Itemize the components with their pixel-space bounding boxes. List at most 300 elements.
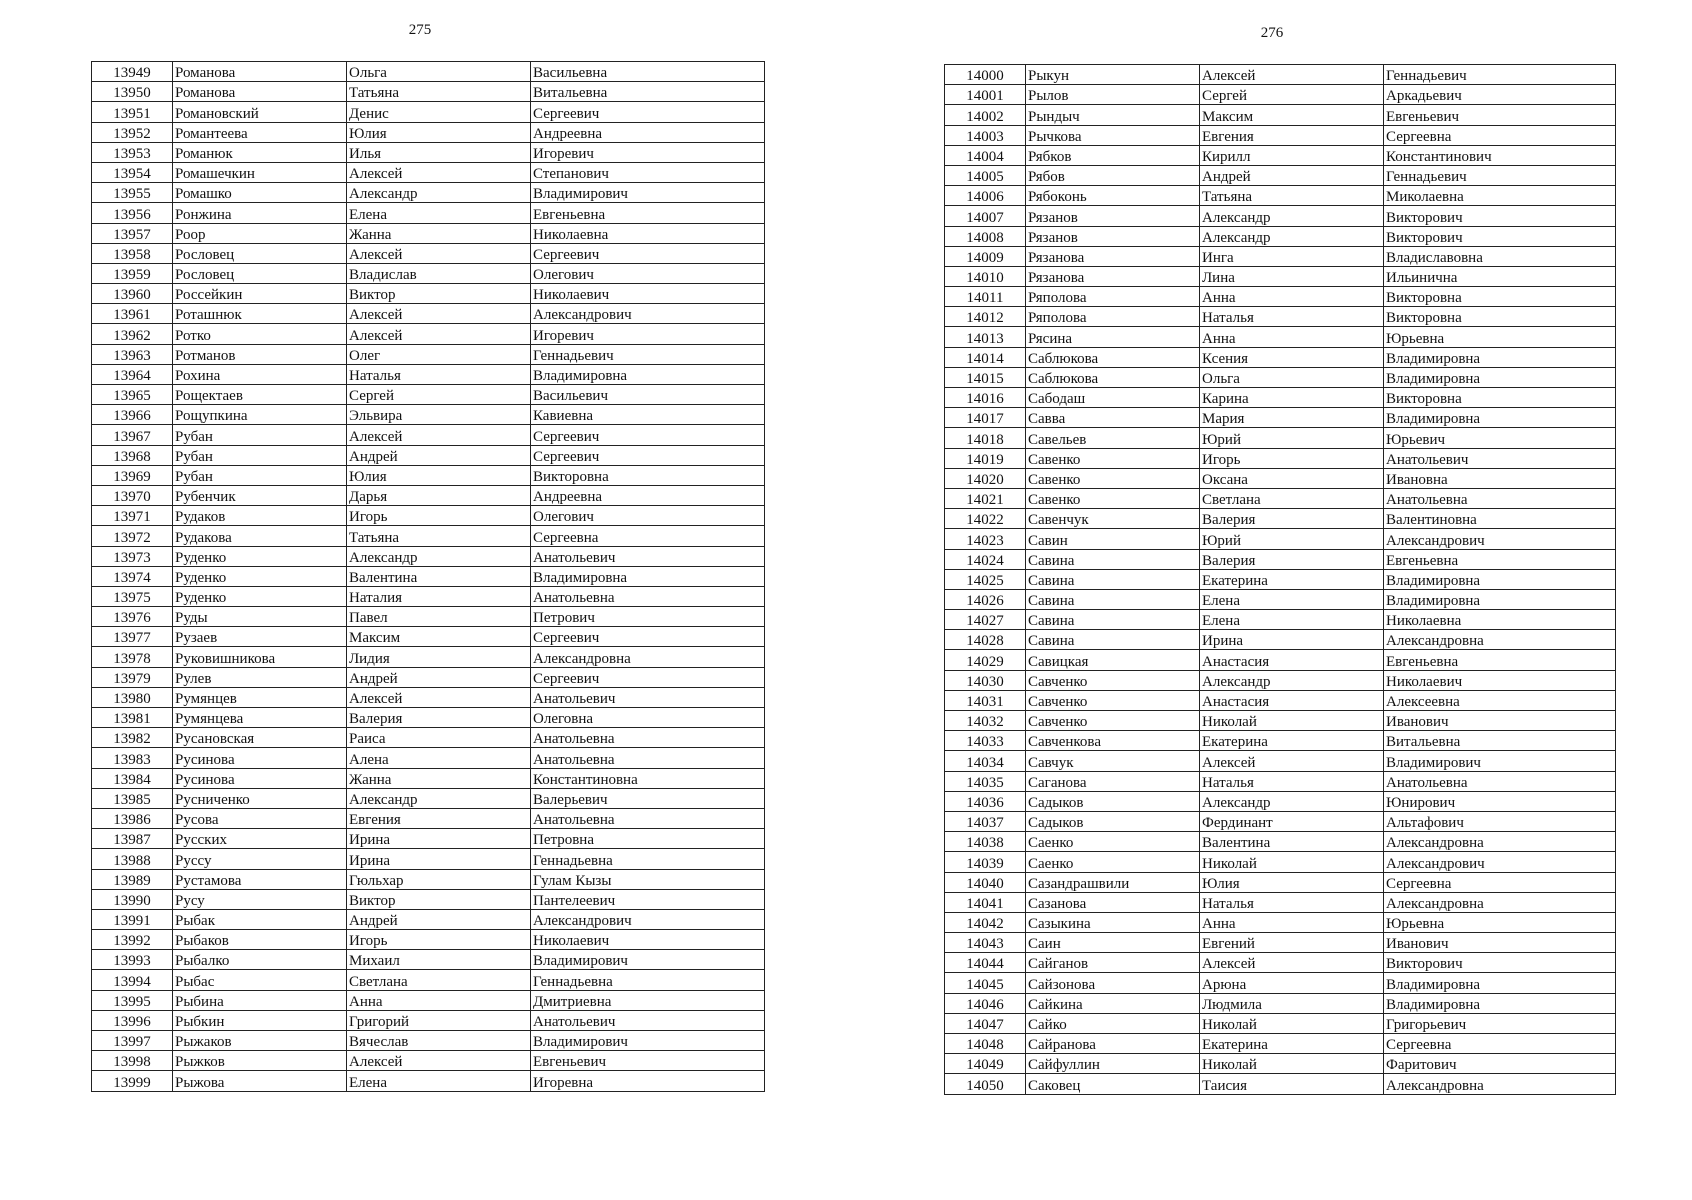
last-name-cell: Сазыкина [1026, 912, 1200, 932]
table-row [92, 183, 765, 203]
record-number-cell: 13959 [92, 263, 173, 283]
table-row [92, 1071, 765, 1091]
first-name-cell: Алексей [347, 687, 531, 707]
last-name-cell: Ротманов [173, 344, 347, 364]
last-name-cell: Саковец [1026, 1074, 1200, 1094]
last-name-cell: Романова [173, 62, 347, 82]
table-row [92, 1051, 765, 1071]
table-row [945, 388, 1616, 408]
record-number-cell: 13992 [92, 930, 173, 950]
record-number-cell: 14011 [945, 287, 1026, 307]
record-number-cell: 13966 [92, 405, 173, 425]
patronymic-cell: Сергеевич [531, 627, 765, 647]
record-number-cell: 14005 [945, 165, 1026, 185]
patronymic-cell: Сергеевич [531, 243, 765, 263]
patronymic-cell: Константинович [1384, 145, 1616, 165]
table-row [945, 488, 1616, 508]
first-name-cell: Николай [1200, 1013, 1384, 1033]
table-row [945, 327, 1616, 347]
patronymic-cell: Юрьевна [1384, 912, 1616, 932]
table-row [945, 125, 1616, 145]
last-name-cell: Сайранова [1026, 1034, 1200, 1054]
last-name-cell: Рубан [173, 425, 347, 445]
patronymic-cell: Евгеньевич [1384, 105, 1616, 125]
first-name-cell: Павел [347, 607, 531, 627]
first-name-cell: Андрей [347, 667, 531, 687]
patronymic-cell: Владимирович [531, 183, 765, 203]
last-name-cell: Сабодаш [1026, 388, 1200, 408]
first-name-cell: Фердинант [1200, 811, 1384, 831]
record-number-cell: 14028 [945, 630, 1026, 650]
last-name-cell: Рыжаков [173, 1031, 347, 1051]
table-row [945, 569, 1616, 589]
record-number-cell: 13986 [92, 808, 173, 828]
first-name-cell: Юлия [1200, 872, 1384, 892]
last-name-cell: Рубан [173, 465, 347, 485]
table-row [945, 206, 1616, 226]
record-number-cell: 13974 [92, 566, 173, 586]
last-name-cell: Савельев [1026, 428, 1200, 448]
table-row [92, 82, 765, 102]
table-row [92, 385, 765, 405]
first-name-cell: Александр [1200, 670, 1384, 690]
table-row [92, 788, 765, 808]
patronymic-cell: Сергеевна [531, 526, 765, 546]
table-row [945, 670, 1616, 690]
first-name-cell: Оксана [1200, 468, 1384, 488]
record-number-cell: 14047 [945, 1013, 1026, 1033]
record-number-cell: 14006 [945, 186, 1026, 206]
patronymic-cell: Кавиевна [531, 405, 765, 425]
first-name-cell: Александр [347, 183, 531, 203]
patronymic-cell: Валентиновна [1384, 509, 1616, 529]
first-name-cell: Николай [1200, 1054, 1384, 1074]
last-name-cell: Руденко [173, 586, 347, 606]
patronymic-cell: Иванович [1384, 711, 1616, 731]
last-name-cell: Рябоконь [1026, 186, 1200, 206]
patronymic-cell: Анатольевич [531, 1010, 765, 1030]
record-number-cell: 13981 [92, 708, 173, 728]
first-name-cell: Таисия [1200, 1074, 1384, 1094]
record-number-cell: 13985 [92, 788, 173, 808]
table-row [92, 263, 765, 283]
patronymic-cell: Владимировна [531, 566, 765, 586]
record-number-cell: 14049 [945, 1054, 1026, 1074]
record-number-cell: 13961 [92, 304, 173, 324]
first-name-cell: Жанна [347, 223, 531, 243]
table-row [945, 266, 1616, 286]
record-number-cell: 14002 [945, 105, 1026, 125]
table-row [945, 347, 1616, 367]
first-name-cell: Александр [1200, 791, 1384, 811]
patronymic-cell: Анатольевна [531, 808, 765, 828]
first-name-cell: Алексей [1200, 65, 1384, 85]
last-name-cell: Русова [173, 808, 347, 828]
first-name-cell: Ирина [347, 849, 531, 869]
table-row [92, 142, 765, 162]
first-name-cell: Николай [1200, 852, 1384, 872]
table-row [945, 630, 1616, 650]
first-name-cell: Мария [1200, 408, 1384, 428]
first-name-cell: Виктор [347, 284, 531, 304]
first-name-cell: Валерия [1200, 509, 1384, 529]
last-name-cell: Саблюкова [1026, 367, 1200, 387]
record-number-cell: 14043 [945, 933, 1026, 953]
last-name-cell: Русановская [173, 728, 347, 748]
patronymic-cell: Олегович [531, 263, 765, 283]
patronymic-cell: Анатольевна [531, 586, 765, 606]
patronymic-cell: Александрович [1384, 529, 1616, 549]
record-number-cell: 13955 [92, 183, 173, 203]
last-name-cell: Рословец [173, 243, 347, 263]
record-number-cell: 14023 [945, 529, 1026, 549]
table-row [92, 162, 765, 182]
first-name-cell: Александр [347, 788, 531, 808]
first-name-cell: Алексей [1200, 953, 1384, 973]
patronymic-cell: Николаевич [531, 930, 765, 950]
record-number-cell: 14041 [945, 892, 1026, 912]
patronymic-cell: Викторович [1384, 226, 1616, 246]
record-number-cell: 13970 [92, 485, 173, 505]
first-name-cell: Алексей [347, 1051, 531, 1071]
last-name-cell: Саенко [1026, 832, 1200, 852]
table-row [92, 203, 765, 223]
last-name-cell: Сайко [1026, 1013, 1200, 1033]
first-name-cell: Светлана [347, 970, 531, 990]
last-name-cell: Романтеева [173, 122, 347, 142]
table-row [92, 364, 765, 384]
table-row [945, 650, 1616, 670]
table-row [92, 223, 765, 243]
table-row [945, 105, 1616, 125]
last-name-cell: Ромашко [173, 183, 347, 203]
first-name-cell: Наталия [347, 586, 531, 606]
first-name-cell: Сергей [1200, 85, 1384, 105]
table-row [945, 872, 1616, 892]
patronymic-cell: Геннадьевич [1384, 65, 1616, 85]
last-name-cell: Савченко [1026, 690, 1200, 710]
first-name-cell: Игорь [347, 930, 531, 950]
patronymic-cell: Викторович [1384, 953, 1616, 973]
first-name-cell: Алексей [347, 425, 531, 445]
last-name-cell: Руденко [173, 546, 347, 566]
record-number-cell: 13949 [92, 62, 173, 82]
last-name-cell: Сайкина [1026, 993, 1200, 1013]
patronymic-cell: Андреевна [531, 122, 765, 142]
table-row [92, 243, 765, 263]
patronymic-cell: Анатольевна [531, 748, 765, 768]
record-number-cell: 13962 [92, 324, 173, 344]
table-row [92, 687, 765, 707]
patronymic-cell: Владимировна [531, 364, 765, 384]
last-name-cell: Русинова [173, 748, 347, 768]
last-name-cell: Рыкун [1026, 65, 1200, 85]
table-row [92, 445, 765, 465]
record-number-cell: 13987 [92, 829, 173, 849]
last-name-cell: Савин [1026, 529, 1200, 549]
patronymic-cell: Анатольевич [531, 546, 765, 566]
patronymic-cell: Владимировна [1384, 973, 1616, 993]
record-number-cell: 13963 [92, 344, 173, 364]
patronymic-cell: Васильевич [531, 385, 765, 405]
record-number-cell: 14045 [945, 973, 1026, 993]
table-row [945, 448, 1616, 468]
record-number-cell: 14034 [945, 751, 1026, 771]
patronymic-cell: Олегович [531, 506, 765, 526]
last-name-cell: Ротко [173, 324, 347, 344]
first-name-cell: Валентина [347, 566, 531, 586]
table-row [92, 526, 765, 546]
first-name-cell: Анна [1200, 912, 1384, 932]
last-name-cell: Рязанова [1026, 246, 1200, 266]
table-row [92, 627, 765, 647]
first-name-cell: Максим [1200, 105, 1384, 125]
record-number-cell: 14038 [945, 832, 1026, 852]
first-name-cell: Максим [347, 627, 531, 647]
patronymic-cell: Александровна [1384, 832, 1616, 852]
first-name-cell: Анастасия [1200, 650, 1384, 670]
record-number-cell: 13953 [92, 142, 173, 162]
table-row [945, 751, 1616, 771]
patronymic-cell: Евгеньевич [531, 1051, 765, 1071]
first-name-cell: Алексей [347, 304, 531, 324]
last-name-cell: Русниченко [173, 788, 347, 808]
record-number-cell: 14008 [945, 226, 1026, 246]
last-name-cell: Рыбкин [173, 1010, 347, 1030]
patronymic-cell: Евгеньевна [1384, 549, 1616, 569]
patronymic-cell: Сергеевич [531, 425, 765, 445]
last-name-cell: Савина [1026, 549, 1200, 569]
patronymic-cell: Александрович [531, 909, 765, 929]
patronymic-cell: Анатольевич [531, 687, 765, 707]
first-name-cell: Наталья [347, 364, 531, 384]
table-row [92, 506, 765, 526]
table-row [945, 731, 1616, 751]
table-row [945, 226, 1616, 246]
table-row [92, 1010, 765, 1030]
last-name-cell: Сайфуллин [1026, 1054, 1200, 1074]
table-row [92, 324, 765, 344]
first-name-cell: Игорь [347, 506, 531, 526]
table-row [92, 405, 765, 425]
first-name-cell: Елена [1200, 610, 1384, 630]
last-name-cell: Савенчук [1026, 509, 1200, 529]
patronymic-cell: Владиславовна [1384, 246, 1616, 266]
first-name-cell: Денис [347, 102, 531, 122]
first-name-cell: Андрей [1200, 165, 1384, 185]
record-number-cell: 14040 [945, 872, 1026, 892]
table-row [945, 933, 1616, 953]
first-name-cell: Дарья [347, 485, 531, 505]
patronymic-cell: Владимирович [531, 950, 765, 970]
last-name-cell: Ряполова [1026, 307, 1200, 327]
table-row [92, 970, 765, 990]
table-row [945, 892, 1616, 912]
last-name-cell: Савина [1026, 630, 1200, 650]
table-row [92, 909, 765, 929]
last-name-cell: Русу [173, 889, 347, 909]
last-name-cell: Савченко [1026, 670, 1200, 690]
last-name-cell: Рязанов [1026, 206, 1200, 226]
record-number-cell: 13975 [92, 586, 173, 606]
last-name-cell: Сазандрашвили [1026, 872, 1200, 892]
first-name-cell: Игорь [1200, 448, 1384, 468]
first-name-cell: Валерия [1200, 549, 1384, 569]
first-name-cell: Анастасия [1200, 690, 1384, 710]
first-name-cell: Юлия [347, 465, 531, 485]
patronymic-cell: Сергеевич [531, 445, 765, 465]
table-row [945, 690, 1616, 710]
first-name-cell: Анна [1200, 327, 1384, 347]
patronymic-cell: Анатольевна [1384, 488, 1616, 508]
patronymic-cell: Александровна [531, 647, 765, 667]
patronymic-cell: Геннадьевич [531, 344, 765, 364]
last-name-cell: Рыбас [173, 970, 347, 990]
first-name-cell: Елена [1200, 589, 1384, 609]
first-name-cell: Жанна [347, 768, 531, 788]
record-number-cell: 14032 [945, 711, 1026, 731]
first-name-cell: Инга [1200, 246, 1384, 266]
patronymic-cell: Ивановна [1384, 468, 1616, 488]
first-name-cell: Наталья [1200, 307, 1384, 327]
record-number-cell: 14035 [945, 771, 1026, 791]
page-number-left: 275 [408, 22, 432, 38]
record-number-cell: 14019 [945, 448, 1026, 468]
first-name-cell: Лина [1200, 266, 1384, 286]
last-name-cell: Сайзонова [1026, 973, 1200, 993]
patronymic-cell: Сергеевна [1384, 1034, 1616, 1054]
record-number-cell: 14017 [945, 408, 1026, 428]
first-name-cell: Татьяна [1200, 186, 1384, 206]
patronymic-cell: Игоревна [531, 1071, 765, 1091]
table-row [945, 610, 1616, 630]
record-number-cell: 13954 [92, 162, 173, 182]
table-row [945, 1074, 1616, 1094]
first-name-cell: Раиса [347, 728, 531, 748]
last-name-cell: Савчук [1026, 751, 1200, 771]
patronymic-cell: Альтафович [1384, 811, 1616, 831]
record-number-cell: 13960 [92, 284, 173, 304]
patronymic-cell: Юрьевна [1384, 327, 1616, 347]
patronymic-cell: Александрович [531, 304, 765, 324]
last-name-cell: Рословец [173, 263, 347, 283]
record-number-cell: 13968 [92, 445, 173, 465]
first-name-cell: Алексей [347, 162, 531, 182]
record-number-cell: 13983 [92, 748, 173, 768]
table-row [945, 145, 1616, 165]
last-name-cell: Савицкая [1026, 650, 1200, 670]
record-number-cell: 14013 [945, 327, 1026, 347]
record-number-cell: 14004 [945, 145, 1026, 165]
table-row [92, 586, 765, 606]
patronymic-cell: Викторовна [531, 465, 765, 485]
patronymic-cell: Владимировна [1384, 993, 1616, 1013]
last-name-cell: Рязанов [1026, 226, 1200, 246]
record-number-cell: 14025 [945, 569, 1026, 589]
record-number-cell: 13988 [92, 849, 173, 869]
patronymic-cell: Валерьевич [531, 788, 765, 808]
last-name-cell: Рулев [173, 667, 347, 687]
patronymic-cell: Геннадьевна [531, 849, 765, 869]
table-row [945, 287, 1616, 307]
last-name-cell: Рындыч [1026, 105, 1200, 125]
record-number-cell: 14020 [945, 468, 1026, 488]
first-name-cell: Ксения [1200, 347, 1384, 367]
first-name-cell: Григорий [347, 1010, 531, 1030]
last-name-cell: Савченкова [1026, 731, 1200, 751]
first-name-cell: Андрей [347, 445, 531, 465]
patronymic-cell: Владимировна [1384, 408, 1616, 428]
first-name-cell: Владислав [347, 263, 531, 283]
last-name-cell: Рузаев [173, 627, 347, 647]
first-name-cell: Александр [1200, 206, 1384, 226]
table-row [945, 589, 1616, 609]
record-number-cell: 13997 [92, 1031, 173, 1051]
last-name-cell: Роор [173, 223, 347, 243]
first-name-cell: Андрей [347, 909, 531, 929]
last-name-cell: Сайганов [1026, 953, 1200, 973]
last-name-cell: Ронжина [173, 203, 347, 223]
first-name-cell: Евгения [1200, 125, 1384, 145]
first-name-cell: Юрий [1200, 529, 1384, 549]
last-name-cell: Савченко [1026, 711, 1200, 731]
first-name-cell: Наталья [1200, 771, 1384, 791]
table-row [92, 647, 765, 667]
last-name-cell: Рубенчик [173, 485, 347, 505]
first-name-cell: Лидия [347, 647, 531, 667]
first-name-cell: Валерия [347, 708, 531, 728]
table-row [92, 849, 765, 869]
patronymic-cell: Дмитриевна [531, 990, 765, 1010]
roster-body-left [92, 62, 765, 1092]
page-number-right: 276 [1260, 25, 1284, 41]
patronymic-cell: Сергеевич [531, 102, 765, 122]
first-name-cell: Елена [347, 203, 531, 223]
patronymic-cell: Анатольевна [531, 728, 765, 748]
record-number-cell: 14001 [945, 85, 1026, 105]
table-row [945, 1034, 1616, 1054]
record-number-cell: 14031 [945, 690, 1026, 710]
patronymic-cell: Евгеньевна [531, 203, 765, 223]
table-row [92, 829, 765, 849]
patronymic-cell: Пантелеевич [531, 889, 765, 909]
patronymic-cell: Владимировна [1384, 347, 1616, 367]
table-row [945, 993, 1616, 1013]
patronymic-cell: Аркадьевич [1384, 85, 1616, 105]
patronymic-cell: Викторович [1384, 206, 1616, 226]
first-name-cell: Эльвира [347, 405, 531, 425]
last-name-cell: Русинова [173, 768, 347, 788]
patronymic-cell: Владимирович [531, 1031, 765, 1051]
record-number-cell: 13984 [92, 768, 173, 788]
table-row [92, 62, 765, 82]
table-row [945, 953, 1616, 973]
record-number-cell: 13951 [92, 102, 173, 122]
table-row [92, 485, 765, 505]
last-name-cell: Руденко [173, 566, 347, 586]
patronymic-cell: Александровна [1384, 1074, 1616, 1094]
patronymic-cell: Петрович [531, 607, 765, 627]
last-name-cell: Рудаков [173, 506, 347, 526]
record-number-cell: 14009 [945, 246, 1026, 266]
first-name-cell: Татьяна [347, 82, 531, 102]
first-name-cell: Гюльхар [347, 869, 531, 889]
record-number-cell: 14044 [945, 953, 1026, 973]
record-number-cell: 14029 [945, 650, 1026, 670]
first-name-cell: Алена [347, 748, 531, 768]
first-name-cell: Людмила [1200, 993, 1384, 1013]
table-row [92, 667, 765, 687]
